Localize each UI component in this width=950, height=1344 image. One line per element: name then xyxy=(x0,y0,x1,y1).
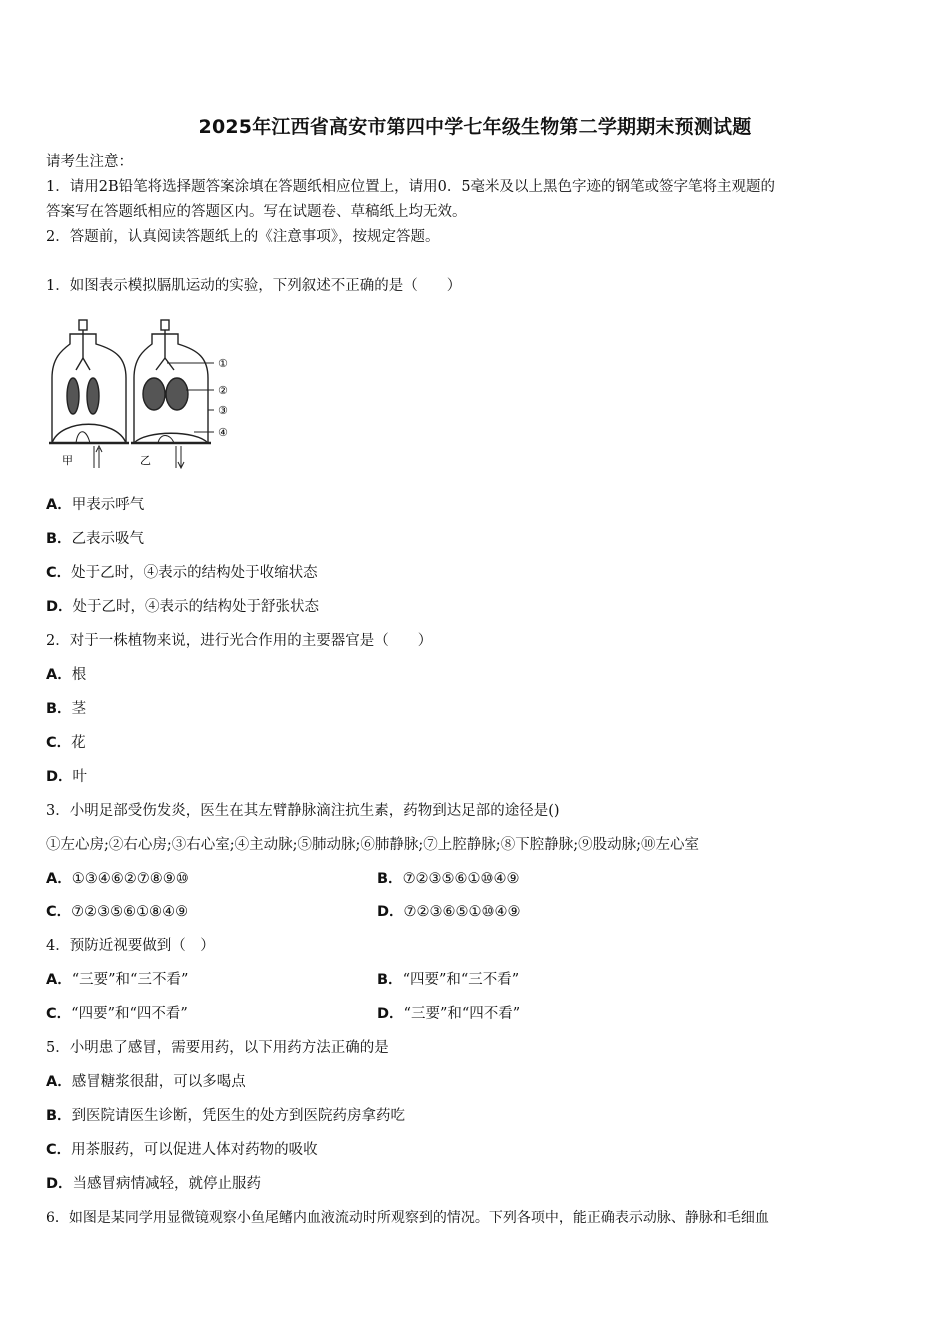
figure-label-jia: 甲 xyxy=(62,454,73,467)
q2-option-c: C．花 xyxy=(46,735,86,751)
q6-stem: 6．如图是某同学用显微镜观察小鱼尾鳍内血液流动时所观察到的情况。下列各项中，能正确表示动脉、静脉和毛细血 xyxy=(46,1210,769,1226)
q5-option-a: A．感冒糖浆很甜，可以多喝点 xyxy=(46,1074,246,1090)
q2-stem: 2．对于一株植物来说，进行光合作用的主要器官是（ ） xyxy=(46,633,433,649)
q1-option-b: B．乙表示吸气 xyxy=(46,531,145,547)
jar-yi xyxy=(131,320,214,468)
q4-option-a: A．“三要”和“三不看” xyxy=(46,972,189,988)
q3-option-d: D．⑦②③⑥⑤①⑩④⑨ xyxy=(377,904,521,920)
q3-stem: 3．小明足部受伤发炎，医生在其左臂静脉滴注抗生素，药物到达足部的途径是() xyxy=(46,803,560,819)
notice-line-3: 2．答题前，认真阅读答题纸上的《注意事项》，按规定答题。 xyxy=(46,229,440,245)
figure-label-1: ① xyxy=(218,357,228,370)
figure-label-2: ② xyxy=(218,384,228,397)
figure-label-3: ③ xyxy=(218,404,228,417)
q3-list: ①左心房;②右心房;③右心室;④主动脉;⑤肺动脉;⑥肺静脉;⑦上腔静脉;⑧下腔静脉;⑨股动脉;⑩左心室 xyxy=(46,837,699,853)
diaphragm-experiment-figure xyxy=(46,318,246,478)
q3-option-c: C．⑦②③⑤⑥①⑧④⑨ xyxy=(46,904,189,920)
q5-option-b: B．到医院请医生诊断，凭医生的处方到医院药房拿药吃 xyxy=(46,1108,406,1124)
q2-option-b: B．茎 xyxy=(46,701,87,717)
q2-option-a: A．根 xyxy=(46,667,87,683)
notice-line-2: 答案写在答题纸相应的答题区内。写在试题卷、草稿纸上均无效。 xyxy=(46,204,467,220)
q4-stem: 4．预防近视要做到（ ） xyxy=(46,938,215,954)
q4-option-c: C．“四要”和“四不看” xyxy=(46,1006,188,1022)
q4-option-b: B．“四要”和“三不看” xyxy=(377,972,520,988)
page-title: 2025年江西省高安市第四中学七年级生物第二学期期末预测试题 xyxy=(198,116,752,138)
jar-jia xyxy=(49,320,129,468)
q4-option-d: D．“三要”和“四不看” xyxy=(377,1006,521,1022)
q1-stem: 1．如图表示模拟膈肌运动的实验，下列叙述不正确的是（ ） xyxy=(46,278,462,294)
notice-line-1: 1．请用2B铅笔将选择题答案涂填在答题纸相应位置上，请用0．5毫米及以上黑色字迹的钢笔或签字笔将主观题的 xyxy=(46,179,776,195)
bell-jar-diagram xyxy=(46,318,246,478)
q3-option-b: B．⑦②③⑤⑥①⑩④⑨ xyxy=(377,871,520,887)
q1-option-a: A．甲表示呼气 xyxy=(46,497,145,513)
q1-option-d: D．处于乙时，④表示的结构处于舒张状态 xyxy=(46,599,320,615)
notice-heading: 请考生注意： xyxy=(46,154,133,170)
q2-option-d: D．叶 xyxy=(46,769,88,785)
q5-option-d: D．当感冒病情减轻，就停止服药 xyxy=(46,1176,262,1192)
q5-option-c: C．用茶服药，可以促进人体对药物的吸收 xyxy=(46,1142,318,1158)
figure-label-4: ④ xyxy=(218,426,228,439)
q3-option-a: A．①③④⑥②⑦⑧⑨⑩ xyxy=(46,871,189,887)
q1-option-c: C．处于乙时，④表示的结构处于收缩状态 xyxy=(46,565,318,581)
figure-label-yi: 乙 xyxy=(140,454,151,467)
q5-stem: 5．小明患了感冒，需要用药，以下用药方法正确的是 xyxy=(46,1040,389,1056)
